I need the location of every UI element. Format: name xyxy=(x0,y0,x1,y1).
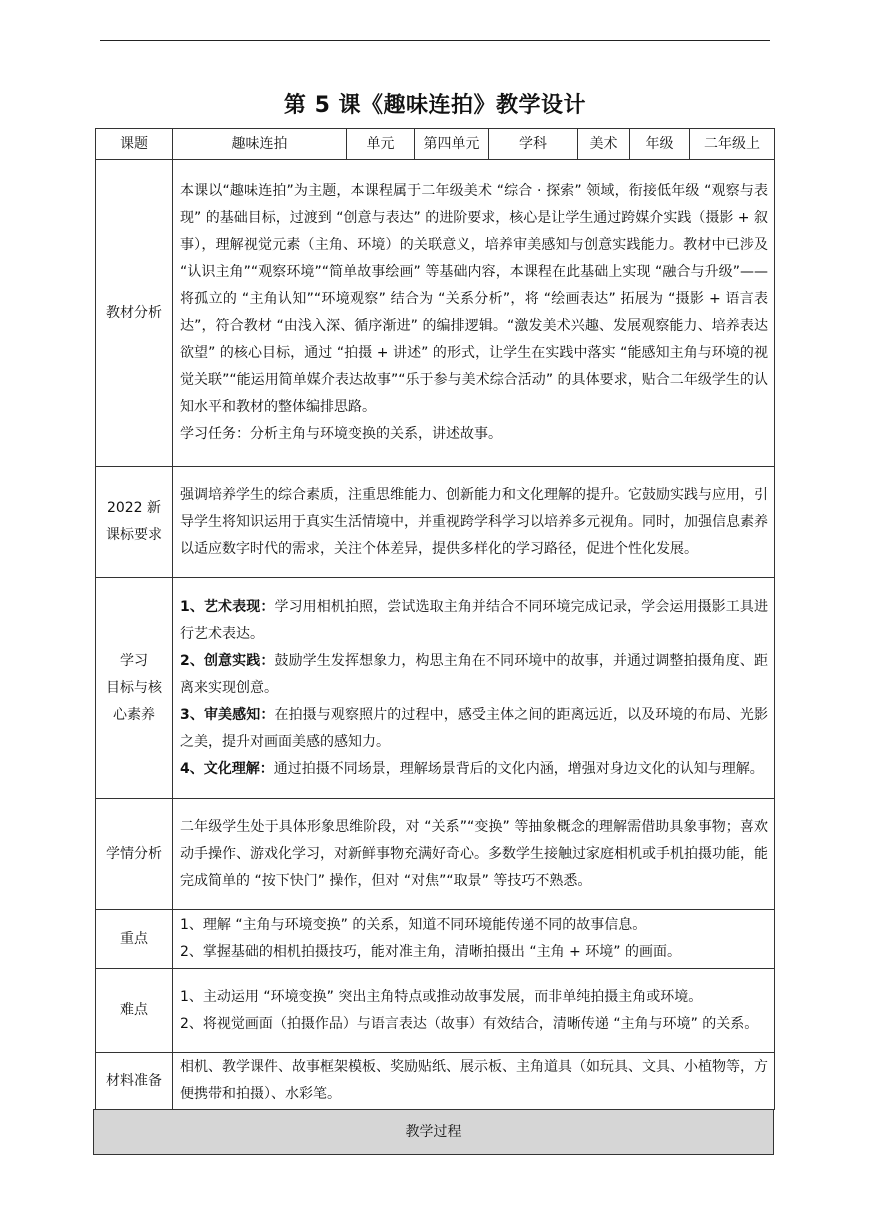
material-analysis-label: 教材分析 xyxy=(96,160,173,467)
learning-task: 学习任务：分析主角与环境变换的关系，讲述故事。 xyxy=(180,426,502,442)
grade-value: 二年级上 xyxy=(690,129,775,160)
difficulties-label: 难点 xyxy=(96,969,173,1053)
objective-item xyxy=(180,702,768,756)
standards-text: 强调培养学生的综合素质，注重思维能力、创新能力和文化理解的提升。它鼓励实践与应用，引导学生将知识运用于真实生活情境中，并重视跨学科学习以培养多元视角。同时，加强信息素养以适应数字时代的需求，关注个体差异，提供多样化的学习路径，促进个性化发展。 xyxy=(173,467,775,578)
difficulties-row xyxy=(96,969,775,1053)
objectives-label-line2: 目标与核 xyxy=(106,679,162,696)
header-row xyxy=(96,129,775,160)
difficulties-cell xyxy=(173,969,775,1053)
standards-row xyxy=(96,467,775,578)
key-points-cell xyxy=(173,910,775,969)
objective-heading: 2、创意实践： xyxy=(180,652,275,669)
learner-analysis-label: 学情分析 xyxy=(96,799,173,910)
objective-body: 在拍摄与观察照片的过程中，感受主体之间的距离远近，以及环境的布局、光影之美，提升对画面美感的感知力。 xyxy=(180,706,768,750)
key-point-item: 1、理解 “主角与环境变换” 的关系，知道不同环境能传递不同的故事信息。 xyxy=(180,917,647,933)
document-title: 第 5 课《趣味连拍》教学设计 xyxy=(283,93,587,118)
objective-item xyxy=(180,594,768,648)
objectives-label xyxy=(96,578,173,799)
standards-label-line2: 课标要求 xyxy=(106,527,162,543)
unit-value: 第四单元 xyxy=(415,129,489,160)
materials-row xyxy=(96,1053,775,1110)
materials-text: 相机、教学课件、故事框架模板、奖励贴纸、展示板、主角道具（如玩具、文具、小植物等，方便携带和拍摄）、水彩笔。 xyxy=(173,1053,775,1110)
objectives-label-line1: 学习 xyxy=(120,652,148,669)
materials-label: 材料准备 xyxy=(96,1053,173,1110)
objective-heading: 4、文化理解： xyxy=(180,760,274,777)
objective-item xyxy=(180,648,768,702)
unit-label: 单元 xyxy=(347,129,415,160)
difficulty-item: 2、将视觉画面（拍摄作品）与语言表达（故事）有效结合，清晰传递 “主角与环境” 的关系。 xyxy=(180,1015,759,1032)
material-analysis-text: 本课以“趣味连拍”为主题，本课程属于二年级美术 “综合 · 探索” 领域，衔接低年级 “观察与表现” 的基础目标，过渡到 “创意与表达” 的进阶要求，核心是让学生通过跨媒介实践（摄影 + 叙事），理解视觉元素（主角、环境）的关联意义，培养审美感知与创意实践能力。教材中已涉及 “认识主角”“观察环境”“简单故事绘画” 等基础内容，本课程在此基础上实现 “融合与升级”—— 将孤立的 “主角认知”“环境观察” 结合为 “关系分析”，将 “绘画表达” 拓展为 “摄影 + 语言表达”，符合教材 “由浅入深、循序渐进” 的编排逻辑。“激发美术兴趣、发展观察能力、培养表达欲望” 的核心目标，通过 “拍摄 + 讲述” 的形式，让学生在实践中落实 “能感知主角与环境的视觉关联”“能运用简单媒介表达故事”“乐于参与美术综合活动” 的具体要求，贴合二年级学生的认知水平和教材的整体编排思路。 xyxy=(180,183,768,415)
topic-value: 趣味连拍 xyxy=(173,129,347,160)
objective-heading: 3、审美感知： xyxy=(180,706,275,723)
key-points-label: 重点 xyxy=(96,910,173,969)
objective-body: 鼓励学生发挥想象力，构思主角在不同环境中的故事，并通过调整拍摄角度、距离来实现创意。 xyxy=(180,652,768,696)
learner-analysis-text: 二年级学生处于具体形象思维阶段，对 “关系”“变换” 等抽象概念的理解需借助具象事物；喜欢动手操作、游戏化学习，对新鲜事物充满好奇心。多数学生接触过家庭相机或手机拍摄功能，能完成简单的 “按下快门” 操作，但对 “对焦”“取景” 等技巧不熟悉。 xyxy=(173,799,775,910)
objective-body: 通过拍摄不同场景，理解场景背后的文化内涵，增强对身边文化的认知与理解。 xyxy=(273,760,764,777)
header-rule xyxy=(100,40,770,41)
objective-body: 学习用相机拍照，尝试选取主角并结合不同环境完成记录，学会运用摄影工具进行艺术表达。 xyxy=(180,598,768,642)
objective-heading: 1、艺术表现： xyxy=(180,598,275,615)
difficulty-item: 1、主动运用 “环境变换” 突出主角特点或推动故事发展，而非单纯拍摄主角或环境。 xyxy=(180,988,703,1005)
standards-label-line1: 2022 新 xyxy=(106,500,162,516)
teaching-process-header: 教学过程 xyxy=(93,1109,774,1155)
topic-label: 课题 xyxy=(96,129,173,160)
objectives-label-line3: 心素养 xyxy=(113,706,155,723)
standards-label xyxy=(96,467,173,578)
grade-label: 年级 xyxy=(630,129,690,160)
lesson-plan-table xyxy=(95,128,775,1110)
subject-label: 学科 xyxy=(489,129,578,160)
material-analysis-cell xyxy=(173,160,775,467)
subject-value: 美术 xyxy=(578,129,630,160)
objective-item xyxy=(180,756,768,783)
learner-analysis-row xyxy=(96,799,775,910)
key-points-row xyxy=(96,910,775,969)
objectives-row xyxy=(96,578,775,799)
material-analysis-row xyxy=(96,160,775,467)
key-point-item: 2、掌握基础的相机拍摄技巧，能对准主角，清晰拍摄出 “主角 + 环境” 的画面。 xyxy=(180,944,681,960)
objectives-cell xyxy=(173,578,775,799)
